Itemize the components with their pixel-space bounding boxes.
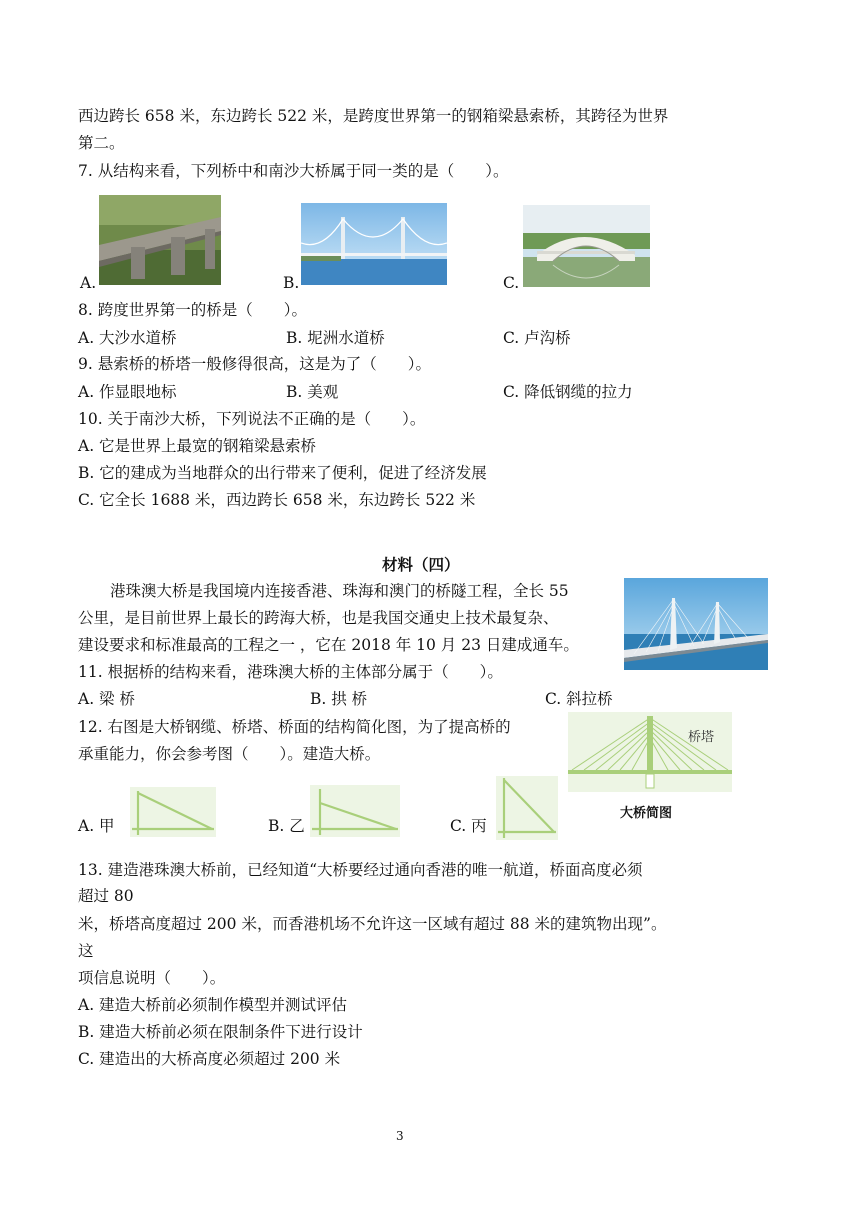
q12-option-c: C. 丙: [450, 817, 487, 835]
bridge-diagram-caption: 大桥简图: [620, 806, 673, 821]
material-4-line-3: 建设要求和标准最高的工程之一 ，它在 2018 年 10 月 23 日建成通车。: [78, 636, 579, 654]
triangle-jia-diagram: [130, 787, 216, 837]
page-number: 3: [396, 1129, 404, 1143]
q10-option-c: C. 它全长 1688 米，西边跨长 658 米，东边跨长 522 米: [78, 491, 476, 509]
q11-stem: 11. 根据桥的结构来看，港珠澳大桥的主体部分属于（ ）。: [78, 663, 503, 681]
q13-line-5: 项信息说明（ ）。: [78, 969, 226, 987]
triangle-bing-diagram: [496, 776, 558, 840]
q13-line-1: 13. 建造港珠澳大桥前，已经知道“大桥要经过通向香港的唯一航道，桥面高度必须: [78, 861, 643, 879]
q7-option-c: C.: [503, 274, 520, 292]
q11-option-c: C. 斜拉桥: [545, 690, 613, 708]
tower-label: 桥塔: [688, 730, 715, 745]
material-4-title: 材料（四）: [382, 556, 460, 574]
bridge-diagram: [568, 712, 732, 792]
q7-photo-b-suspension-bridge: [301, 203, 447, 285]
q13-line-4: 这: [78, 942, 94, 960]
q11-option-a: A. 梁 桥: [78, 690, 135, 708]
q12-option-b: B. 乙: [268, 817, 305, 835]
q9-option-c: C. 降低钢缆的拉力: [503, 383, 633, 401]
q13-option-a: A. 建造大桥前必须制作模型并测试评估: [78, 996, 348, 1014]
q12-option-a: A. 甲: [78, 817, 115, 835]
q8-option-a: A. 大沙水道桥: [78, 329, 177, 347]
q13-line-2: 超过 80: [78, 887, 134, 905]
q10-stem: 10. 关于南沙大桥，下列说法不正确的是（ ）。: [78, 410, 426, 428]
q7-photo-c-arch-bridge: [523, 205, 650, 287]
material-4-line-2: 公里，是目前世界上最长的跨海大桥，也是我国交通史上技术最复杂、: [78, 609, 559, 627]
q7-option-b: B.: [283, 274, 300, 292]
q8-option-c: C. 卢沟桥: [503, 329, 571, 347]
intro-line-2: 第二。: [78, 134, 125, 152]
q13-option-b: B. 建造大桥前必须在限制条件下进行设计: [78, 1023, 363, 1041]
q7-stem: 7. 从结构来看，下列桥中和南沙大桥属于同一类的是（ ）。: [78, 162, 509, 180]
triangle-yi-diagram: [310, 785, 400, 837]
q12-line-1: 12. 右图是大桥钢缆、桥塔、桥面的结构简化图，为了提高桥的: [78, 718, 511, 736]
q9-stem: 9. 悬索桥的桥塔一般修得很高，这是为了（ ）。: [78, 355, 431, 373]
q13-option-c: C. 建造出的大桥高度必须超过 200 米: [78, 1050, 341, 1068]
q7-option-a: A.: [80, 274, 97, 292]
q13-line-3: 米，桥塔高度超过 200 米，而香港机场不允许这一区域有超过 88 米的建筑物出现”。: [78, 915, 667, 933]
intro-line-1: 西边跨长 658 米，东边跨长 522 米，是跨度世界第一的钢箱梁悬索桥，其跨径为世界: [78, 107, 669, 125]
q9-option-b: B. 美观: [286, 383, 339, 401]
q7-photo-a-stone-beam-bridge: [99, 195, 221, 285]
q9-option-a: A. 作显眼地标: [78, 383, 177, 401]
q10-option-a: A. 它是世界上最宽的钢箱梁悬索桥: [78, 437, 317, 455]
material-4-line-1: 港珠澳大桥是我国境内连接香港、珠海和澳门的桥隧工程，全长 55: [110, 582, 569, 600]
q12-line-2: 承重能力，你会参考图（ ）。建造大桥。: [78, 745, 381, 763]
q8-stem: 8. 跨度世界第一的桥是（ ）。: [78, 301, 307, 319]
q10-option-b: B. 它的建成为当地群众的出行带来了便利，促进了经济发展: [78, 464, 487, 482]
q8-option-b: B. 坭洲水道桥: [286, 329, 385, 347]
q11-option-b: B. 拱 桥: [310, 690, 368, 708]
hzmb-bridge-photo: [624, 578, 768, 670]
